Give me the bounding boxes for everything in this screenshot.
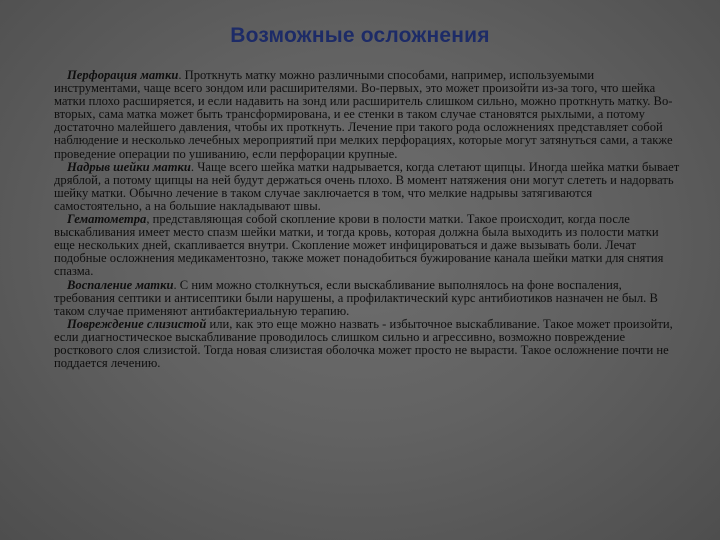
paragraph-text: , представляющая собой скопление крови в полости матки. Такое происходит, когда после выскабливания имеет место спазм шейки матки, и тогда кровь, которая должна была выходить из полости матки еще нескольких дней, скапливается внутри. Скопление может инфицироваться и даже вызывать боли. Лечат подобные осложнения медикаментозно, также может понадобиться бужирование канала шейки матки для снятия спазма.: [54, 212, 664, 279]
paragraph-hematometra: [54, 213, 680, 278]
paragraph-text: . Проткнуть матку можно различными способами, например, используемыми инструментами, чаще всего зондом или расширителями. Во-первых, это может произойти из-за того, что шейка матки плохо расширяется, и если надавить на зонд или расширитель слишком сильно, можно проткнуть матку. Во-вторых, сама матка может быть трансформирована, и ее стенки в таком случае становятся рыхлыми, а потому достаточно малейшего давления, чтобы их проткнуть. Лечение при такого рода осложнениях представляет собой наблюдение и несколько лечебных мероприятий при мелких перфорациях, которые могут затянуться сами, а также проведение операции по ушиванию, если перфорации крупные.: [54, 68, 673, 161]
paragraph-mucosa-damage: [54, 318, 680, 370]
term-inflammation: Воспаление матки: [67, 277, 174, 292]
term-mucosa-damage: Повреждение слизистой: [67, 316, 207, 331]
term-hematometra: Гематометра: [67, 212, 147, 227]
paragraph-perforation: [54, 69, 680, 161]
paragraph-cervix-tear: [54, 161, 680, 213]
paragraph-text: . С ним можно столкнуться, если выскабливание выполнялось на фоне воспаления, требования септики и антисептики были нарушены, а профилактический курс антибиотиков назначен не был. В таком случае применяют антибактериальную терапию.: [54, 277, 658, 318]
term-perforation: Перфорация матки: [67, 68, 179, 82]
paragraph-text: . Чаще всего шейка матки надрывается, когда слетают щипцы. Иногда шейка матки бывает дряблой, а потому щипцы на ней будут держаться очень плохо. В момент натяжения они могут слететь и надорвать шейку матки. Обычно лечение в таком случае заключается в том, что мелкие надрывы затягиваются самостоятельно, а на большие накладывают швы.: [54, 159, 680, 213]
slide-body: [54, 69, 680, 370]
paragraph-inflammation: [54, 279, 680, 318]
slide-title: Возможные осложнения: [230, 24, 490, 47]
term-cervix-tear: Надрыв шейки матки: [67, 159, 191, 174]
paragraph-text: или, как это еще можно назвать - избыточное выскабливание. Такое может произойти, если диагностическое выскабливание проводилось слишком сильно и агрессивно, возможно повреждение росткового слоя слизистой. Тогда новая слизистая оболочка может просто не вырасти. Такое осложнение почти не поддается лечению.: [54, 316, 673, 371]
